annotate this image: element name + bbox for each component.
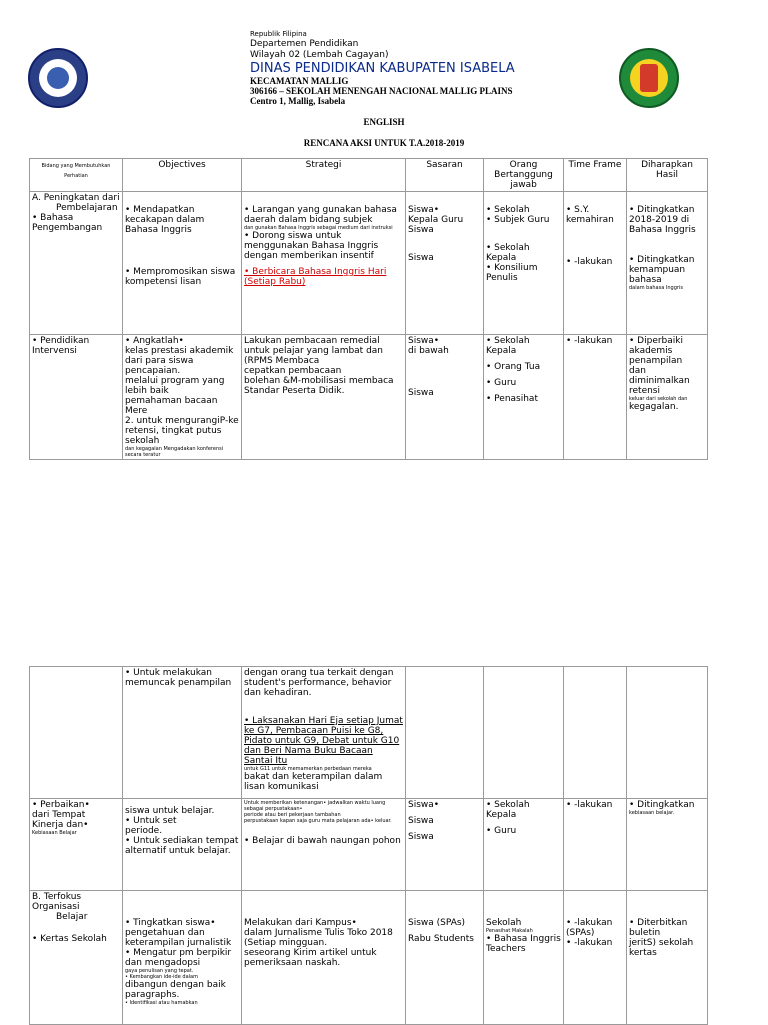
cell-text: • Larangan yang gunakan bahasa daerah dalam bidang subjek [244,205,397,225]
cell-text: • Sekolah Kepala [486,336,530,356]
cell-text: dari Tempat [32,810,86,820]
action-plan-table-1 [29,158,708,460]
cell-text: • Guru [486,826,517,836]
cell-text: periode. [125,826,163,836]
cell-text: Rabu Students [408,934,474,944]
cell-text: • Mendapatkan kecakapan dalam Bahasa Inggris [125,205,205,235]
district-line: KECAMATAN MALLIG [250,76,349,86]
cell-text: • Untuk melakukan memuncak penampilan [123,667,242,799]
cell-text: B. Terfokus Organisasi [32,892,82,912]
cell-text: kegagalan. [629,402,679,412]
cell-text: A. Peningkatan dari [32,193,120,203]
cell-text: periode atau beri pekerjaan tambahan [244,812,341,818]
cell-text: bolehan &M-mobilisasi membaca [244,376,394,386]
cell-text: • Mempromosikan siswa kompetensi lisan [125,267,236,287]
cell-text: Kebiasaan Belajar [32,830,77,836]
cell-text: • Identifikasi atau hamabkan [125,1000,198,1006]
cell-text: Untuk memberikan ketenangan• jadwalkan waktu luang sebagai perpustakaan• [244,800,386,812]
col-outcome: Diharapkan Hasil [627,159,708,192]
table-row [30,667,708,799]
cell-text: Teachers [486,944,526,954]
cell-text: • Mengatur pm berpikir dan mengadopsi [125,948,232,968]
col-target: Sasaran [406,159,484,192]
cell-text: • Bahasa Inggris [486,934,561,944]
cell-text: • Pendidikan Intervensi [30,335,123,460]
cell-text: • Tingkatkan siswa• [125,918,216,928]
cell-text: • Konsilium Penulis [486,263,538,283]
cell-text: pengetahuan dan keterampilan jurnalistik [125,928,232,948]
cell-text: dibangun dengan baik paragraphs. [125,980,226,1000]
cell-text: dan diminimalkan retensi [629,366,690,396]
cell-text: pemeriksaan naskah. [244,958,341,968]
cell-text: • Dorong siswa untuk menggunakan Bahasa Inggris dengan memberikan insentif [244,231,379,261]
cell-text: Siswa• [408,336,440,346]
cell-text: Siswa [408,816,434,826]
cell-text: • -lakukan [564,799,627,891]
cell-text: • -lakukan [564,335,627,460]
cell-text: melalui program yang lebih baik [125,376,225,396]
cell-text: untuk G11 untuk memamerkan perbedaan mereka [244,766,372,772]
cell-text: • -lakukan [566,918,613,928]
cell-text: Siswa• [408,800,440,810]
cell-text: dalam bahasa Inggris [629,285,683,291]
cell-text: dan kegagalan Mengadakan konferensi secara teratur [125,446,224,458]
cell-text: kebiasaan belajar. [629,810,675,816]
cell-text: • Kembangkan ide-ide dalam [125,974,198,980]
cell-text: • Ditingkatkan kemampuan bahasa [629,255,695,285]
cell-text: Belajar [56,912,88,922]
cell-text: kelas prestasi akademik dari para siswa pencapaian. [125,346,234,376]
cell-text: gaya penulisan yang tepat. [125,968,194,974]
table-row [30,192,708,335]
col-objectives: Objectives [123,159,242,192]
department-line: Departemen Pendidikan [250,39,359,49]
cell-text: Sekolah [486,918,522,928]
cell-text: jeritS) sekolah [629,938,694,948]
cell-text: • Subjek Guru [486,215,550,225]
cell-text: • Kertas Sekolah [32,934,107,944]
col-person: Orang Bertanggung jawab [484,159,564,192]
cell-text: seseorang Kirim artikel untuk [244,948,377,958]
cell-text: • Belajar di bawah naungan pohon [244,836,401,846]
cell-text: Siswa• [408,205,440,215]
cell-text: siswa untuk belajar. [125,806,215,816]
letterhead [250,30,630,106]
republic-line: Republik Filipina [250,30,307,38]
subject-title: ENGLISH [363,117,405,127]
cell-text: Kepala Guru [408,215,464,225]
cell-text: Siswa [408,832,434,842]
cell-text: dan gunakan Bahasa Inggris sebagai medium dari instruksi [244,225,393,231]
cell-text: cepatkan pembacaan [244,366,342,376]
cell-text: • Sekolah Kepala [486,243,530,263]
cell-text: Kinerja dan• [32,820,89,830]
plan-title: RENCANA AKSI UNTUK T.A.2018-2019 [303,138,465,148]
cell-text: • Penasihat [486,394,538,404]
region-line: Wilayah 02 (Lembah Cagayan) [250,50,389,60]
cell-text: pemahaman bacaan Mere [125,396,218,416]
cell-text: • -lakukan [566,938,613,948]
cell-text: dalam Jurnalisme Tulis Toko 2018 (Setiap mingguan. [244,928,393,948]
col-area: Bidang yang Membutuhkan Perhatian [41,163,111,179]
cell-text: (SPAs) [566,928,595,938]
cell-text: • Bahasa Pengembangan [32,213,103,233]
cell-text: Siswa [408,253,434,263]
action-plan-table-2 [29,666,708,1025]
cell-text: Lakukan pembacaan remedial untuk pelajar yang lambat dan [244,336,384,356]
col-time: Time Frame [564,159,627,192]
cell-text: kertas [629,948,657,958]
table-row [30,891,708,1025]
cell-text: • Ditingkatkan 2018-2019 di Bahasa Inggris [629,205,696,235]
cell-text: • Sekolah Kepala [486,800,530,820]
cell-text: keluar dari sekolah dan [629,396,688,402]
cell-text: Siswa [408,225,434,235]
cell-text-underlined: • Laksanakan Hari Eja setiap Jumat ke G7, Pembacaan Puisi ke G8, Pidato untuk G9, Debat untuk G10 dan Beri Nama Buku Bacaan Santai Itu [244,716,403,766]
cell-text: • Sekolah [486,205,530,215]
cell-text: • Orang Tua [486,362,541,372]
cell-text: Penasihat Makalah [486,928,533,934]
cell-text: Siswa (SPAs) [408,918,466,928]
address-line: Centro 1, Mallig, Isabela [250,96,346,106]
cell-text-highlight: • Berbicara Bahasa Inggris Hari (Setiap Rabu) [244,267,387,287]
cell-text: bakat dan keterampilan dalam lisan komunikasi [244,772,383,792]
cell-text: • Untuk set [125,816,177,826]
cell-text: 2. untuk mengurangiP-ke [125,416,239,426]
cell-text: Standar Peserta Didik. [244,386,345,396]
deped-seal-logo [28,48,88,108]
cell-text: Melakukan dari Kampus• [244,918,357,928]
cell-text: • Diperbaiki akademis penampilan [629,336,683,366]
cell-text: di bawah [408,346,449,356]
cell-text: • Untuk sediakan tempat alternatif untuk belajar. [125,836,239,856]
cell-text: • -lakukan [566,257,613,267]
cell-text: (RPMS Membaca [244,356,320,366]
cell-text: • Perbaikan• [32,800,90,810]
cell-text: • Ditingkatkan [629,800,695,810]
cell-text: retensi, tingkat putus sekolah [125,426,222,446]
cell-text: dengan orang tua terkait dengan student's performance, behavior dan kehadiran. [244,668,394,698]
cell-text: perpustakaan kapan saja guru mata pelajaran ada• keluar. [244,818,392,824]
cell-text: • Guru [486,378,517,388]
division-title: DINAS PENDIDIKAN KABUPATEN ISABELA [250,61,515,76]
cell-text: • S.Y. kemahiran [566,205,614,225]
cell-text: Pembelajaran [56,203,118,213]
cell-text: • Angkatlah• [125,336,184,346]
school-line: 306166 – SEKOLAH MENENGAH NACIONAL MALLIG PLAINS [250,86,513,96]
table-row [30,335,708,460]
cell-text: Siswa [408,388,434,398]
table-row [30,799,708,891]
col-strategy: Strategi [242,159,406,192]
header-row [30,159,708,192]
cell-text: • Diterbitkan buletin [629,918,688,938]
